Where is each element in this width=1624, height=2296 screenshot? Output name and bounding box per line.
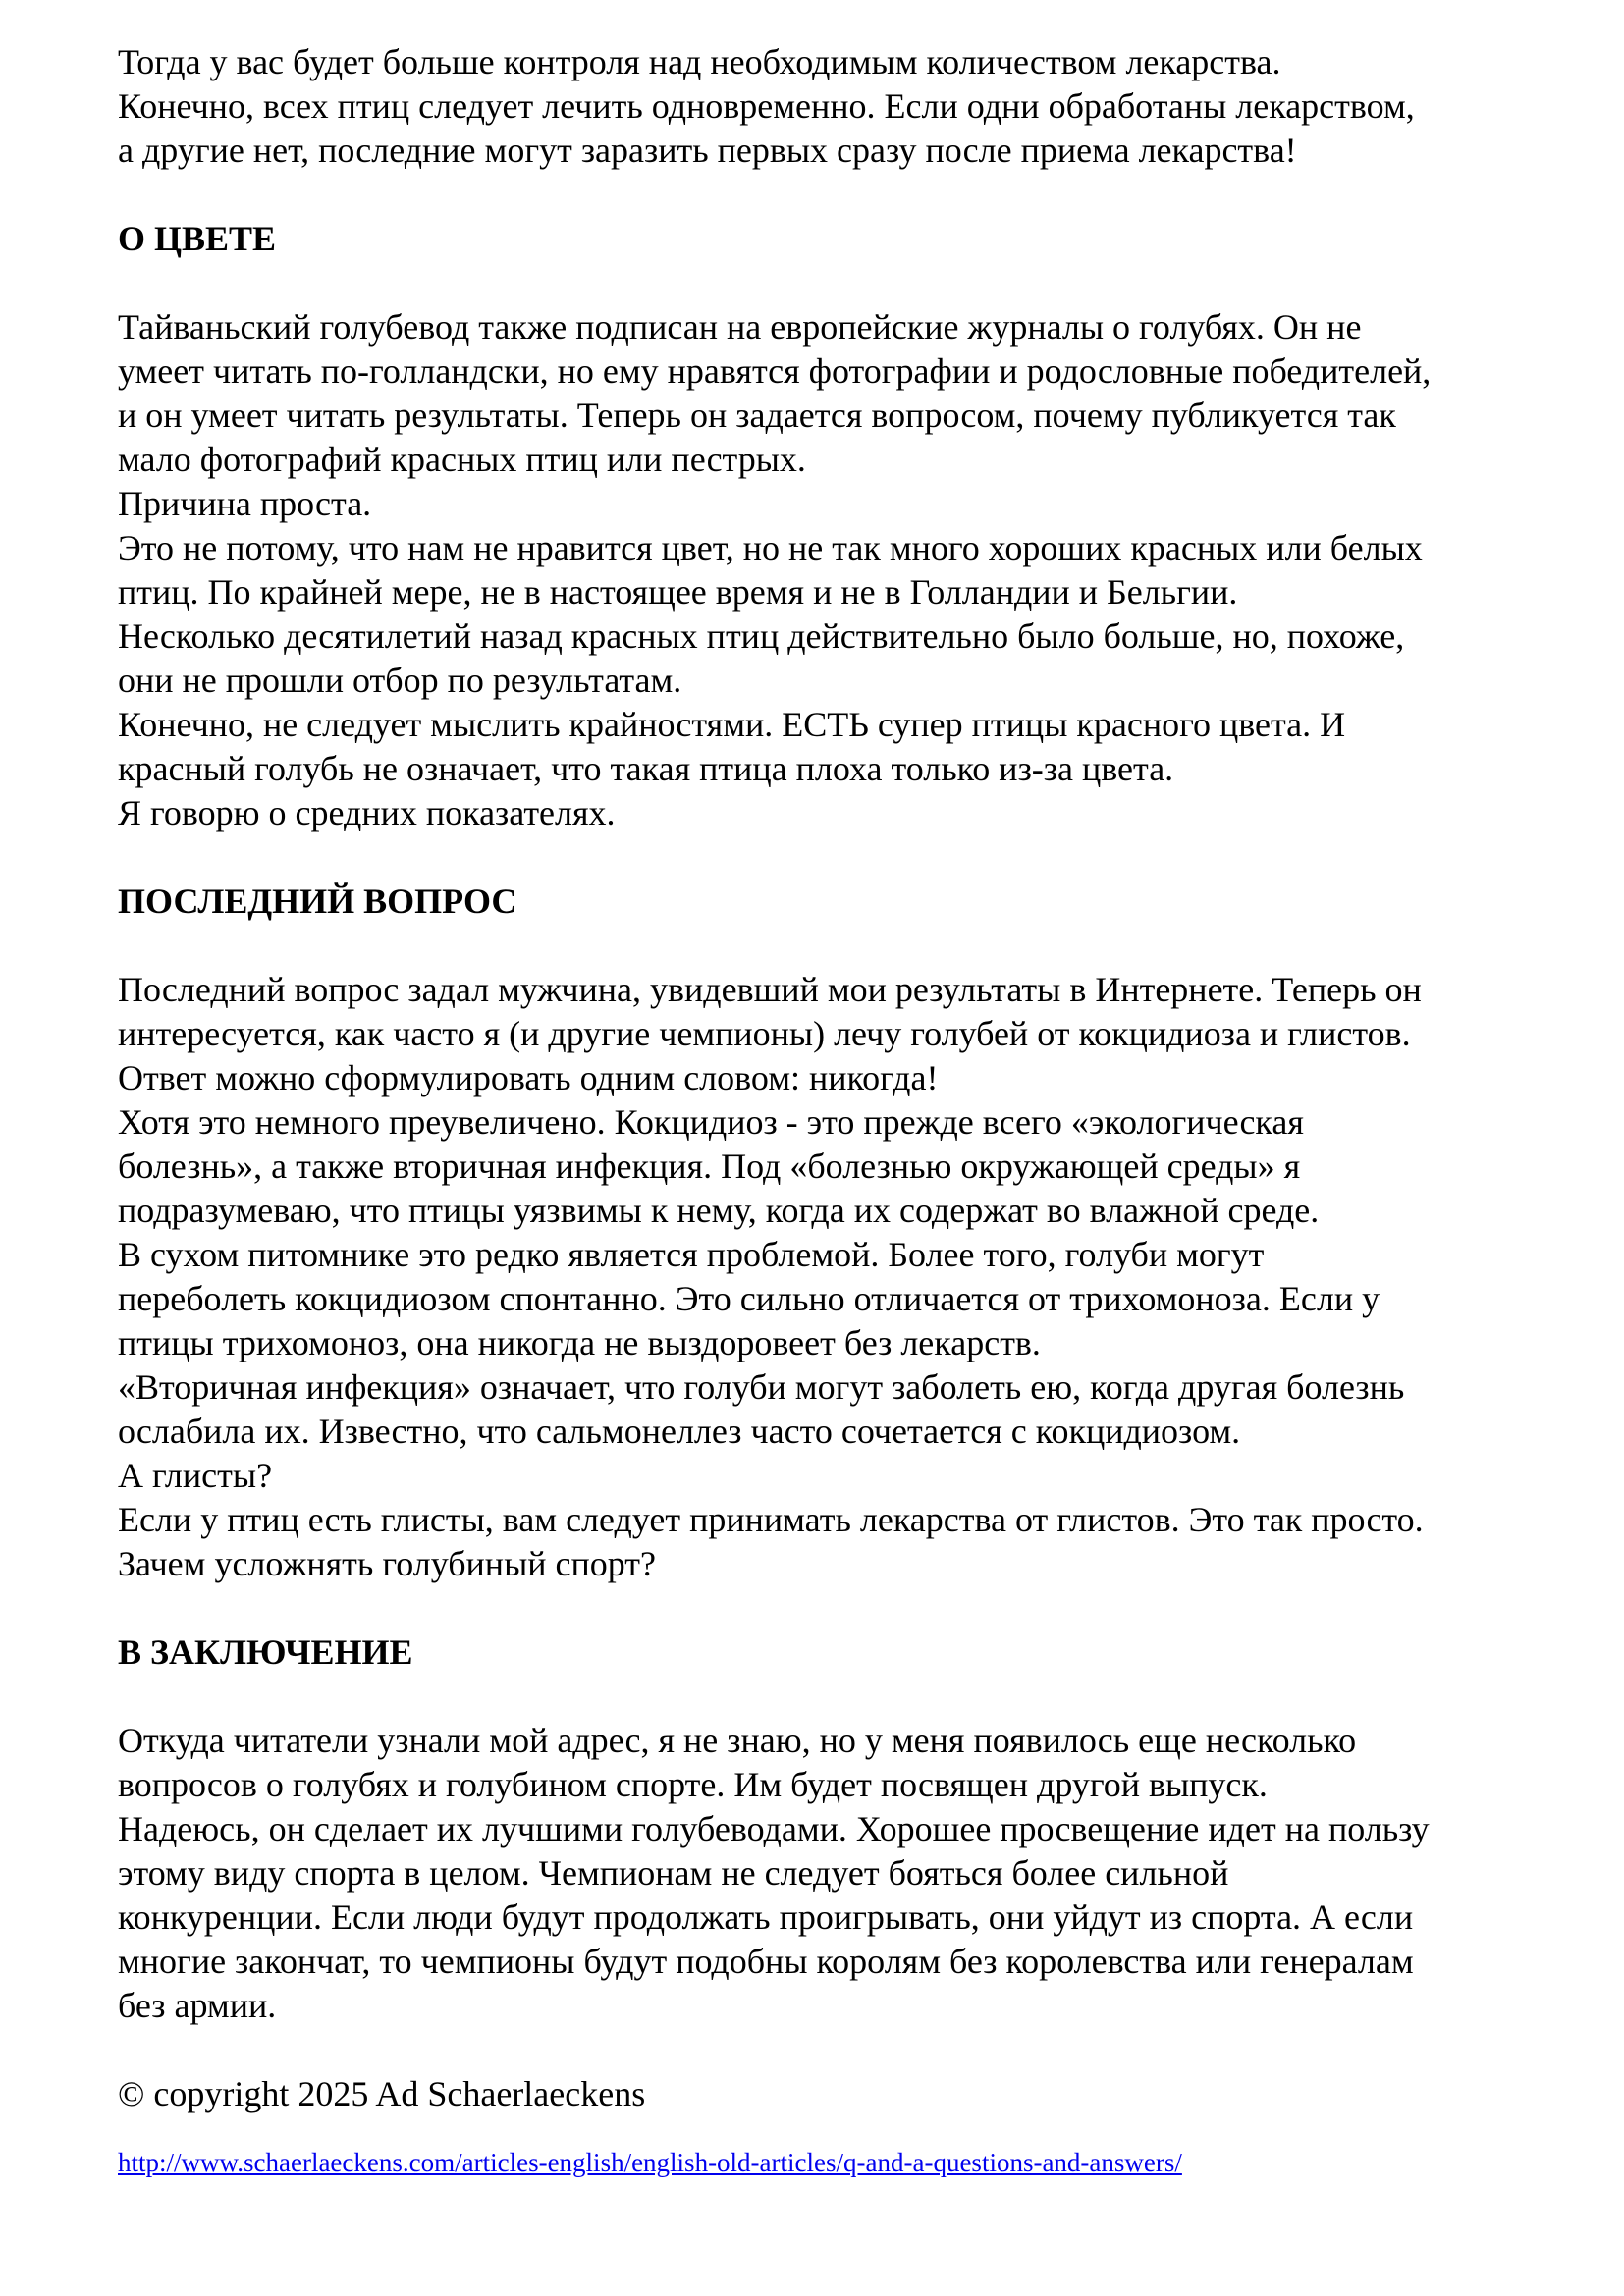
paragraph-line: Несколько десятилетий назад красных птиц действительно было больше, но, похоже, — [118, 616, 1405, 656]
paragraph-line: без армии. — [118, 1986, 277, 2025]
paragraph-line: Надеюсь, он сделает их лучшими голубеводами. Хорошее просвещение идет на пользу — [118, 1809, 1430, 1848]
paragraph-line: Причина проста. — [118, 484, 372, 523]
paragraph-line: Если у птиц есть глисты, вам следует принимать лекарства от глистов. Это так просто. — [118, 1500, 1424, 1539]
paragraph-line: многие закончат, то чемпионы будут подобны королям без королевства или генералам — [118, 1942, 1414, 1981]
paragraph-line: Зачем усложнять голубиный спорт? — [118, 1544, 656, 1583]
paragraph-line: Конечно, не следует мыслить крайностями. ЕСТЬ супер птицы красного цвета. И — [118, 705, 1346, 744]
paragraph-line: Я говорю о средних показателях. — [118, 793, 616, 832]
paragraph-line: птицы трихомоноз, она никогда не выздоровеет без лекарств. — [118, 1323, 1041, 1362]
paragraph-line: Тогда у вас будет больше контроля над необходимым количеством лекарства. — [118, 42, 1281, 81]
section-heading-conclusion: В ЗАКЛЮЧЕНИЕ — [118, 1632, 413, 1672]
paragraph-line: Конечно, всех птиц следует лечить одновременно. Если одни обработаны лекарством, — [118, 86, 1415, 126]
paragraph-line: умеет читать по-голландски, но ему нравятся фотографии и родословные победителей, — [118, 351, 1432, 391]
paragraph-line: Ответ можно сформулировать одним словом: никогда! — [118, 1058, 939, 1097]
paragraph-line: они не прошли отбор по результатам. — [118, 661, 682, 700]
paragraph-line: «Вторичная инфекция» означает, что голуби могут заболеть ею, когда другая болезнь — [118, 1367, 1405, 1407]
paragraph-line: вопросов о голубях и голубином спорте. Им будет посвящен другой выпуск. — [118, 1765, 1268, 1804]
section-heading-color: О ЦВЕТЕ — [118, 219, 277, 258]
paragraph-line: этому виду спорта в целом. Чемпионам не следует бояться более сильной — [118, 1853, 1229, 1893]
paragraph-line: а другие нет, последние могут заразить первых сразу после приема лекарства! — [118, 131, 1297, 170]
section-last-question-body — [118, 968, 1551, 1586]
paragraph-line: и он умеет читать результаты. Теперь он задается вопросом, почему публикуется так — [118, 396, 1396, 435]
paragraph-line: интересуется, как часто я (и другие чемпионы) лечу голубей от кокцидиоза и глистов. — [118, 1014, 1411, 1053]
paragraph-line: конкуренции. Если люди будут продолжать проигрывать, они уйдут из спорта. А если — [118, 1897, 1414, 1937]
paragraph-line: Тайваньский голубевод также подписан на европейские журналы о голубях. Он не — [118, 307, 1362, 347]
paragraph-line: Последний вопрос задал мужчина, увидевший мои результаты в Интернете. Теперь он — [118, 970, 1422, 1009]
paragraph-line: мало фотографий красных птиц или пестрых. — [118, 440, 806, 479]
paragraph-line: Это не потому, что нам не нравится цвет, но не так много хороших красных или белых — [118, 528, 1423, 567]
intro-paragraph — [118, 40, 1551, 173]
section-color-body — [118, 305, 1551, 835]
paragraph-line: ослабила их. Известно, что сальмонеллез часто сочетается с кокцидиозом. — [118, 1412, 1241, 1451]
section-heading-last-question: ПОСЛЕДНИЙ ВОПРОС — [118, 881, 517, 921]
document-page — [118, 40, 1551, 2179]
paragraph-line: В сухом питомнике это редко является проблемой. Более того, голуби могут — [118, 1235, 1265, 1274]
paragraph-line: А глисты? — [118, 1456, 273, 1495]
paragraph-line: подразумеваю, что птицы уязвимы к нему, когда их содержат во влажной среде. — [118, 1191, 1320, 1230]
paragraph-line: Откуда читатели узнали мой адрес, я не знаю, но у меня появилось еще несколько — [118, 1721, 1357, 1760]
paragraph-line: птиц. По крайней мере, не в настоящее время и не в Голландии и Бельгии. — [118, 572, 1238, 612]
paragraph-line: красный голубь не означает, что такая птица плоха только из-за цвета. — [118, 749, 1174, 788]
copyright-notice: © copyright 2025 Ad Schaerlaeckens — [118, 2074, 646, 2113]
section-conclusion-body — [118, 1719, 1551, 2028]
source-link[interactable]: http://www.schaerlaeckens.com/articles-english/english-old-articles/q-and-a-questions-and-answers/ — [118, 2148, 1182, 2177]
paragraph-line: Хотя это немного преувеличено. Кокцидиоз - это прежде всего «экологическая — [118, 1102, 1304, 1142]
paragraph-line: переболеть кокцидиозом спонтанно. Это сильно отличается от трихомоноза. Если у — [118, 1279, 1380, 1318]
paragraph-line: болезнь», а также вторичная инфекция. Под «болезнью окружающей среды» я — [118, 1147, 1301, 1186]
